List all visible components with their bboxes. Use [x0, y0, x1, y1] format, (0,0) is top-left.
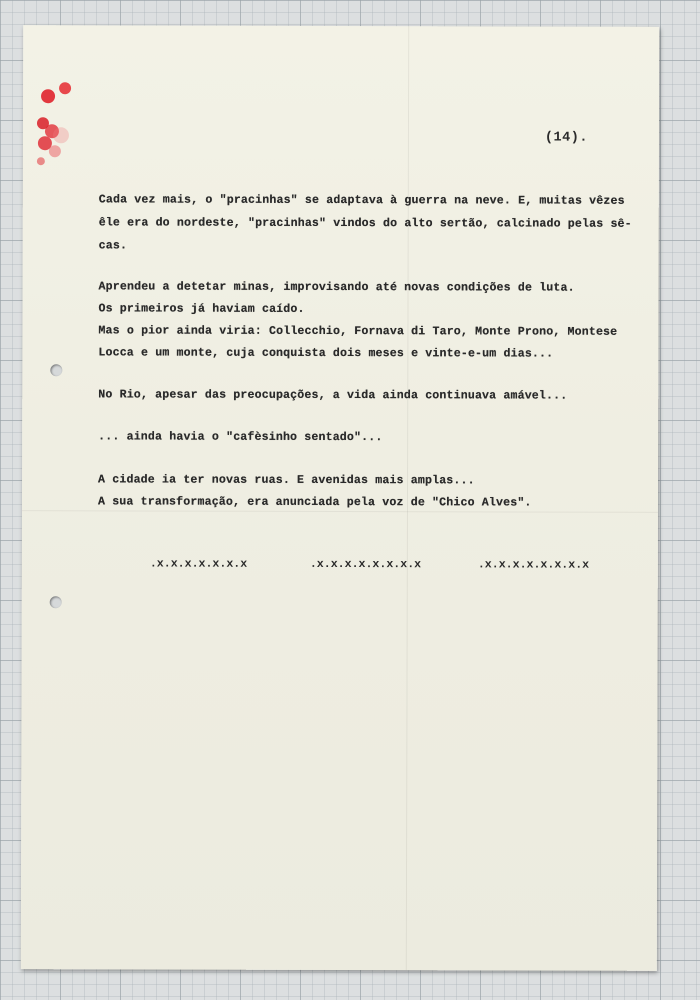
text-line: êle era do nordeste, "pracinhas" vindos do alto sertão, calcinado pelas sê-	[98, 216, 632, 231]
punch-hole	[50, 364, 62, 376]
horizontal-fold-crease	[22, 510, 658, 513]
separator-mark: .x.x.x.x.x.x.x.x	[309, 557, 422, 572]
text-line: Aprendeu a detetar minas, improvisando até novas condições de luta.	[98, 280, 575, 295]
separator-mark: .x.x.x.x.x.x.x	[149, 557, 248, 571]
page-number: (14).	[544, 130, 588, 146]
text-line: Locca e um monte, cuja conquista dois meses e vinte-e-um dias...	[98, 346, 554, 361]
typewritten-page	[21, 25, 659, 971]
separator-mark: .x.x.x.x.x.x.x.x	[477, 558, 590, 572]
punch-hole	[50, 596, 62, 608]
text-line: No Rio, apesar das preocupações, a vida ainda continuava amável...	[98, 388, 568, 403]
text-line: Os primeiros já haviam caído.	[98, 302, 305, 316]
text-line: Cada vez mais, o "pracinhas" se adaptava à guerra na neve. E, muitas vêzes	[98, 193, 625, 208]
text-line: ... ainda havia o "cafèsinho sentado"...	[98, 430, 383, 445]
text-line: cas.	[98, 239, 128, 253]
text-line: A sua transformação, era anunciada pela voz de "Chico Alves".	[97, 495, 532, 510]
text-line: Mas o pior ainda viria: Collecchio, Fornava di Taro, Monte Prono, Montese	[98, 324, 618, 339]
red-ink-stain-icon	[31, 77, 79, 169]
text-line: A cidade ia ter novas ruas. E avenidas mais amplas...	[98, 473, 475, 488]
